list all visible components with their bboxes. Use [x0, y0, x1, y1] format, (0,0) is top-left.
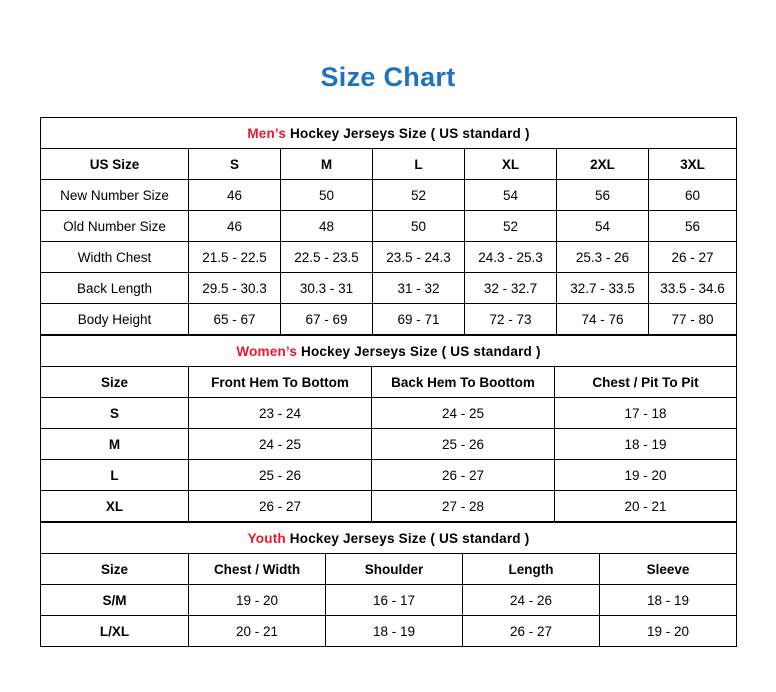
- youth-cell-0-3: 18 - 19: [600, 585, 737, 616]
- youth-cell-1-2: 26 - 27: [463, 616, 600, 647]
- mens-cell-2-4: 25.3 - 26: [557, 242, 649, 273]
- youth-cell-0-1: 16 - 17: [326, 585, 463, 616]
- mens-cell-3-5: 33.5 - 34.6: [649, 273, 737, 304]
- mens-cell-4-4: 74 - 76: [557, 304, 649, 335]
- youth-col-header-2: Shoulder: [326, 554, 463, 585]
- mens-row-label-1: Old Number Size: [41, 211, 189, 242]
- mens-cell-2-3: 24.3 - 25.3: [465, 242, 557, 273]
- table-row: [41, 242, 737, 273]
- mens-cell-2-1: 22.5 - 23.5: [281, 242, 373, 273]
- womens-row-label-2: L: [41, 460, 189, 491]
- mens-cell-3-1: 30.3 - 31: [281, 273, 373, 304]
- mens-cell-4-0: 65 - 67: [189, 304, 281, 335]
- womens-row-label-1: M: [41, 429, 189, 460]
- table-row: [41, 585, 737, 616]
- mens-col-header-2: M: [281, 149, 373, 180]
- womens-row-label-3: XL: [41, 491, 189, 522]
- table-row: [41, 398, 737, 429]
- youth-cell-1-0: 20 - 21: [189, 616, 326, 647]
- womens-cell-2-2: 19 - 20: [555, 460, 737, 491]
- mens-cell-3-3: 32 - 32.7: [465, 273, 557, 304]
- youth-cell-1-3: 19 - 20: [600, 616, 737, 647]
- mens-cell-0-5: 60: [649, 180, 737, 211]
- youth-col-header-0: Size: [41, 554, 189, 585]
- womens-heading-rest: Hockey Jerseys Size ( US standard ): [297, 343, 541, 359]
- mens-cell-3-0: 29.5 - 30.3: [189, 273, 281, 304]
- mens-row-label-3: Back Length: [41, 273, 189, 304]
- youth-cell-1-1: 18 - 19: [326, 616, 463, 647]
- mens-cell-4-5: 77 - 80: [649, 304, 737, 335]
- youth-row-label-1: L/XL: [41, 616, 189, 647]
- table-section-header-row: [41, 523, 737, 554]
- mens-cell-3-4: 32.7 - 33.5: [557, 273, 649, 304]
- womens-cell-2-1: 26 - 27: [372, 460, 555, 491]
- mens-row-label-4: Body Height: [41, 304, 189, 335]
- mens-cell-2-0: 21.5 - 22.5: [189, 242, 281, 273]
- table-row: [41, 491, 737, 522]
- womens-cell-1-1: 25 - 26: [372, 429, 555, 460]
- womens-heading-accent: Women’s: [236, 343, 298, 359]
- mens-cell-1-2: 50: [373, 211, 465, 242]
- mens-col-header-6: 3XL: [649, 149, 737, 180]
- mens-col-header-0: US Size: [41, 149, 189, 180]
- womens-cell-1-0: 24 - 25: [189, 429, 372, 460]
- mens-size-table: [40, 117, 737, 335]
- womens-cell-1-2: 18 - 19: [555, 429, 737, 460]
- table-section-header-row: [41, 118, 737, 149]
- youth-cell-0-0: 19 - 20: [189, 585, 326, 616]
- mens-cell-4-2: 69 - 71: [373, 304, 465, 335]
- mens-cell-4-3: 72 - 73: [465, 304, 557, 335]
- womens-cell-0-0: 23 - 24: [189, 398, 372, 429]
- mens-col-header-4: XL: [465, 149, 557, 180]
- size-chart-tables: [40, 117, 736, 647]
- mens-cell-1-1: 48: [281, 211, 373, 242]
- womens-col-header-1: Front Hem To Bottom: [189, 367, 372, 398]
- mens-section-heading: [41, 118, 737, 149]
- table-row: [41, 616, 737, 647]
- mens-cell-4-1: 67 - 69: [281, 304, 373, 335]
- mens-cell-2-2: 23.5 - 24.3: [373, 242, 465, 273]
- youth-col-header-4: Sleeve: [600, 554, 737, 585]
- table-section-header-row: [41, 336, 737, 367]
- mens-cell-1-0: 46: [189, 211, 281, 242]
- youth-row-label-0: S/M: [41, 585, 189, 616]
- youth-size-table: [40, 522, 737, 647]
- table-header-row: [41, 554, 737, 585]
- mens-cell-1-4: 54: [557, 211, 649, 242]
- table-row: [41, 180, 737, 211]
- youth-col-header-1: Chest / Width: [189, 554, 326, 585]
- table-row: [41, 211, 737, 242]
- womens-cell-2-0: 25 - 26: [189, 460, 372, 491]
- womens-cell-0-2: 17 - 18: [555, 398, 737, 429]
- page-title: Size Chart: [320, 62, 456, 92]
- mens-row-label-2: Width Chest: [41, 242, 189, 273]
- mens-row-label-0: New Number Size: [41, 180, 189, 211]
- youth-section-heading: [41, 523, 737, 554]
- womens-section-heading: [41, 336, 737, 367]
- womens-cell-3-2: 20 - 21: [555, 491, 737, 522]
- table-row: [41, 429, 737, 460]
- mens-col-header-1: S: [189, 149, 281, 180]
- mens-cell-0-0: 46: [189, 180, 281, 211]
- mens-cell-3-2: 31 - 32: [373, 273, 465, 304]
- womens-cell-3-1: 27 - 28: [372, 491, 555, 522]
- youth-heading-accent: Youth: [247, 530, 286, 546]
- mens-cell-0-3: 54: [465, 180, 557, 211]
- mens-heading-rest: Hockey Jerseys Size ( US standard ): [286, 125, 530, 141]
- table-header-row: [41, 149, 737, 180]
- mens-cell-1-5: 56: [649, 211, 737, 242]
- womens-col-header-3: Chest / Pit To Pit: [555, 367, 737, 398]
- youth-heading-rest: Hockey Jerseys Size ( US standard ): [285, 530, 530, 546]
- mens-cell-0-4: 56: [557, 180, 649, 211]
- womens-col-header-0: Size: [41, 367, 189, 398]
- mens-cell-1-3: 52: [465, 211, 557, 242]
- youth-cell-0-2: 24 - 26: [463, 585, 600, 616]
- womens-row-label-0: S: [41, 398, 189, 429]
- mens-cell-2-5: 26 - 27: [649, 242, 737, 273]
- mens-col-header-3: L: [373, 149, 465, 180]
- mens-cell-0-2: 52: [373, 180, 465, 211]
- mens-cell-0-1: 50: [281, 180, 373, 211]
- youth-col-header-3: Length: [463, 554, 600, 585]
- mens-heading-accent: Men’s: [247, 125, 287, 141]
- womens-size-table: [40, 335, 737, 522]
- womens-cell-3-0: 26 - 27: [189, 491, 372, 522]
- table-row: [41, 460, 737, 491]
- womens-col-header-2: Back Hem To Boottom: [372, 367, 555, 398]
- table-row: [41, 273, 737, 304]
- womens-cell-0-1: 24 - 25: [372, 398, 555, 429]
- mens-col-header-5: 2XL: [557, 149, 649, 180]
- table-header-row: [41, 367, 737, 398]
- table-row: [41, 304, 737, 335]
